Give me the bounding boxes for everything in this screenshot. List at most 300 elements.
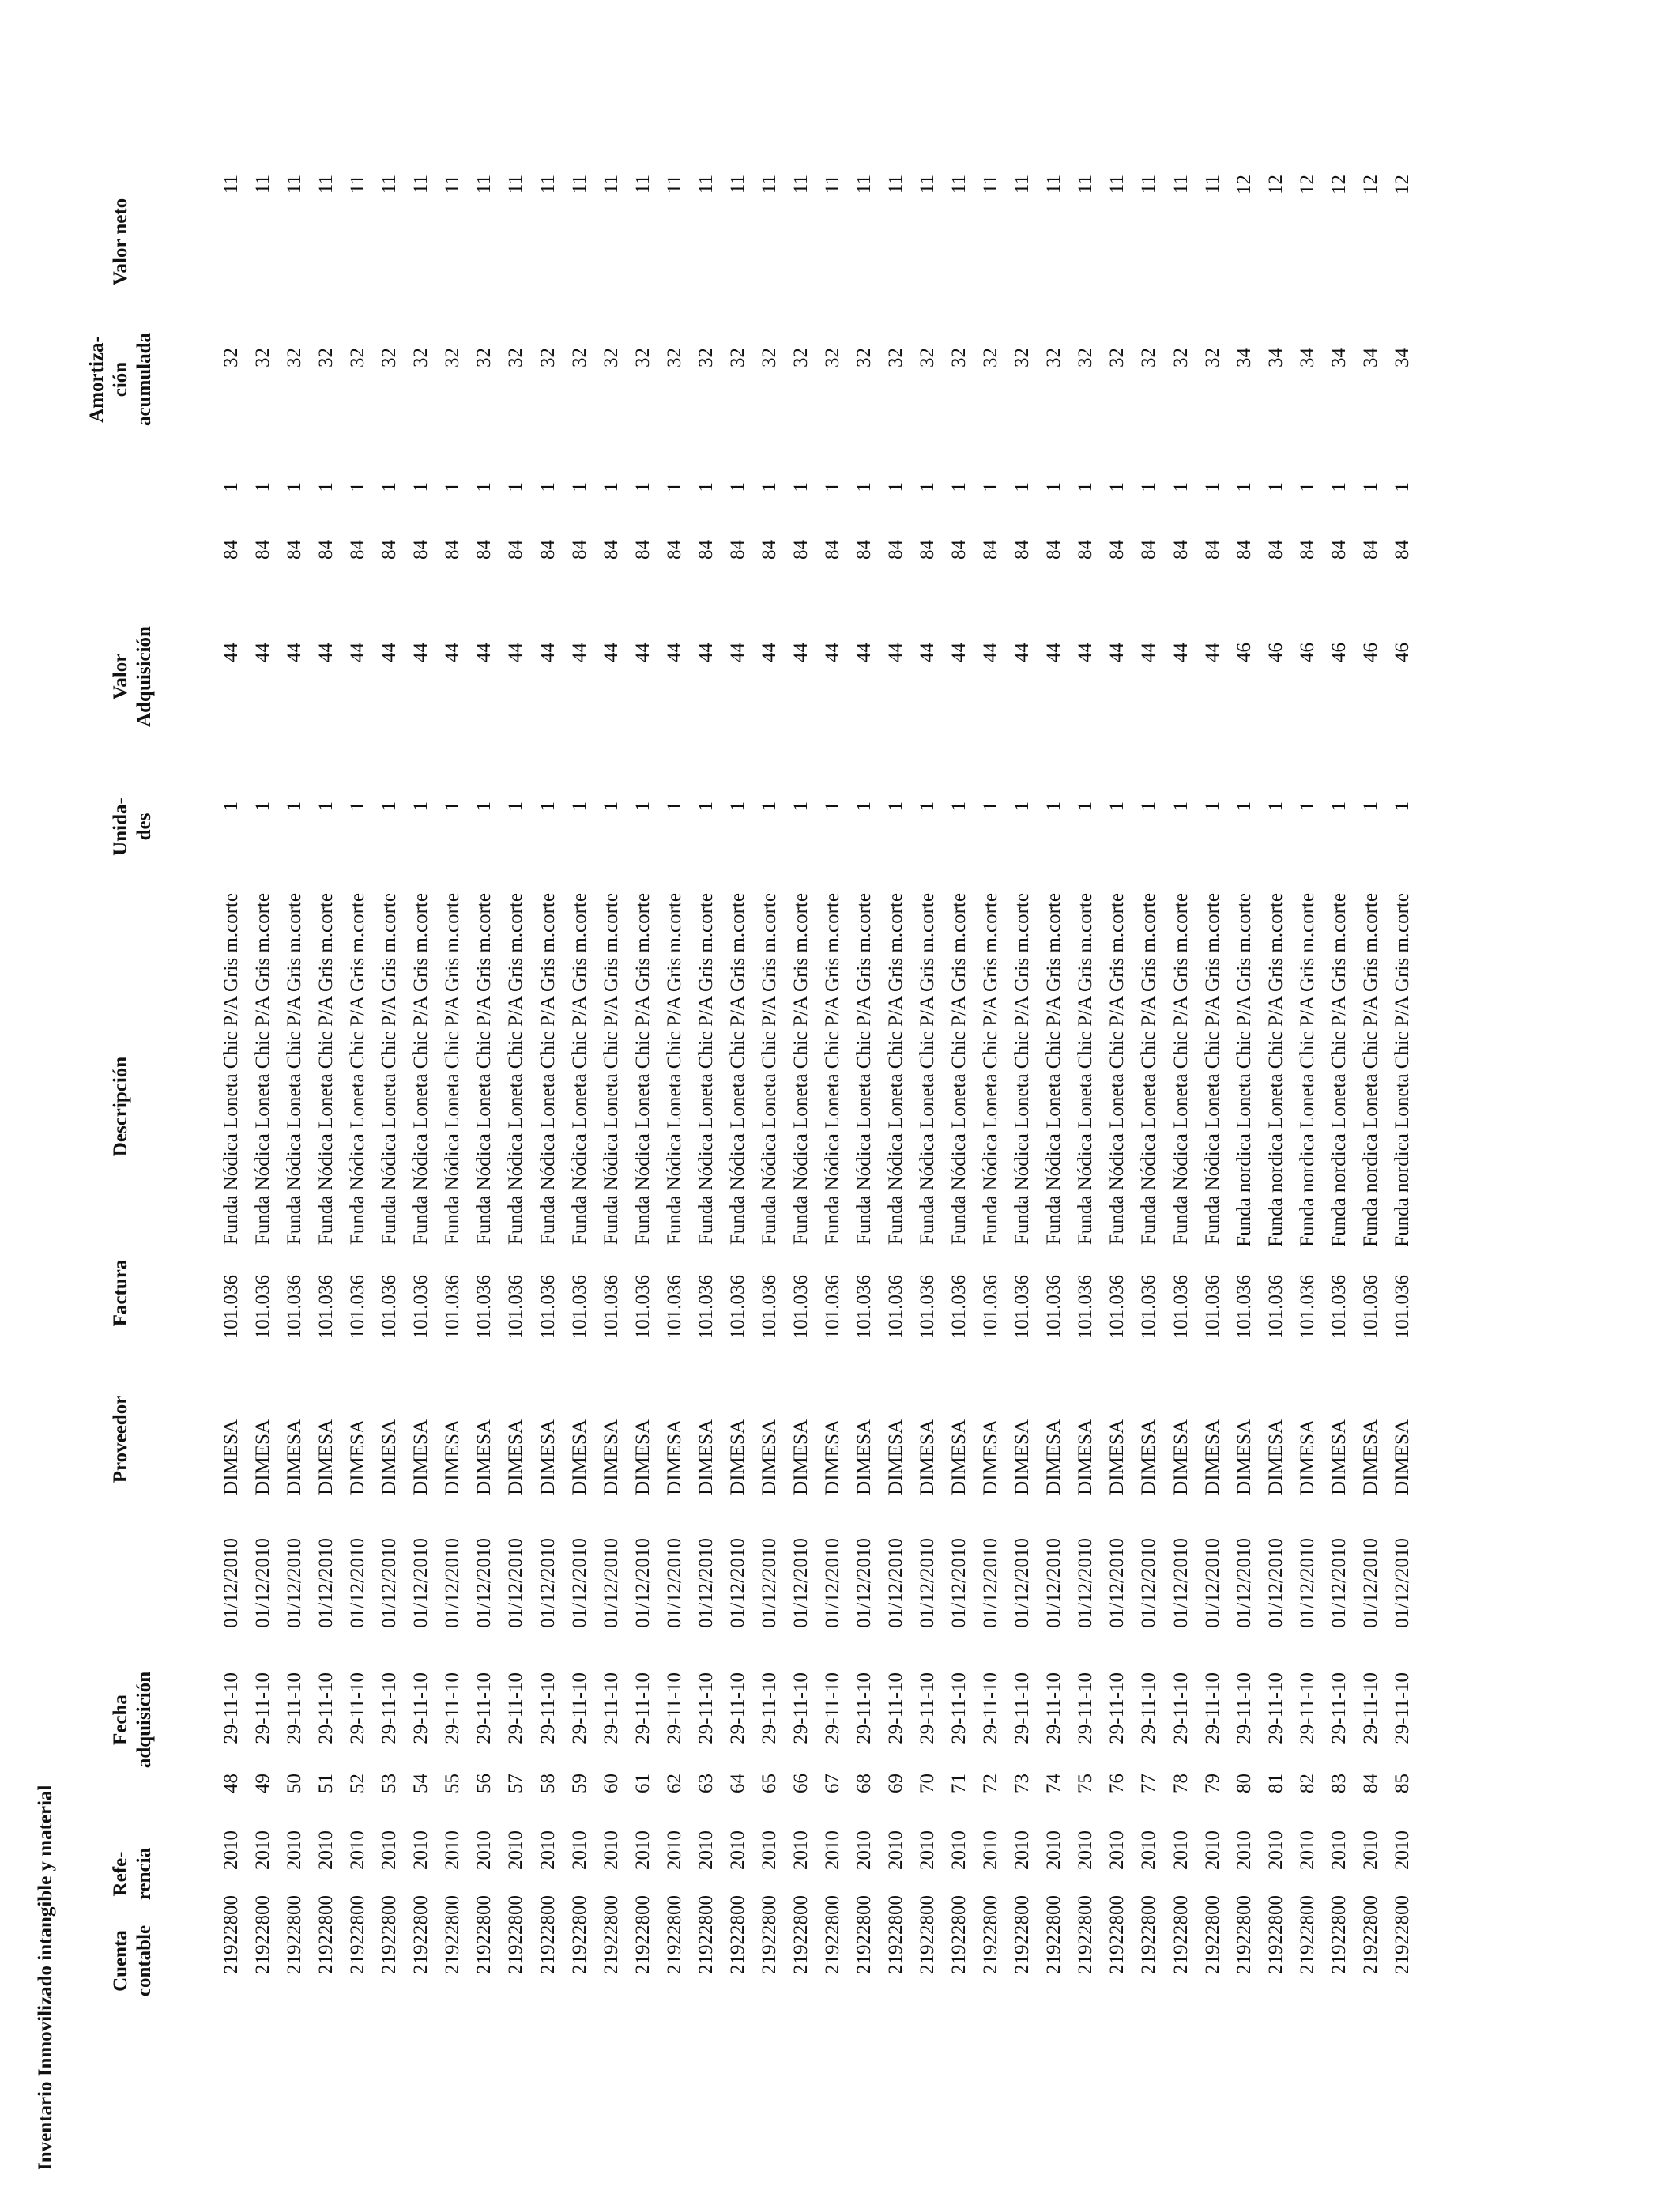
cell-neto: 11: [1138, 175, 1160, 194]
cell-valor: 44: [252, 643, 274, 662]
cell-amort: 32: [1011, 348, 1034, 368]
cell-neto: 11: [568, 175, 590, 194]
cell-descripcion: Funda Nódica Loneta Chic P/A Gris m.corte: [347, 893, 369, 1246]
cell-fecha-factura: 01/12/2010: [853, 1538, 875, 1628]
cell-pct: 84: [1106, 540, 1128, 560]
cell-unidades: 1: [505, 801, 527, 812]
cell-fecha: 29-11-10: [789, 1672, 812, 1744]
cell-ref-year: 2010: [1201, 1830, 1223, 1870]
cell-fecha: 29-11-10: [758, 1672, 780, 1744]
cell-valor: 44: [442, 643, 464, 662]
cell-descripcion: Funda nordica Loneta Chic P/A Gris m.corte: [1296, 893, 1318, 1247]
cell-proveedor: DIMESA: [948, 1419, 970, 1495]
cell-ref-year: 2010: [537, 1830, 559, 1870]
cell-unidades: 1: [1106, 801, 1128, 812]
cell-factura: 101.036: [758, 1275, 780, 1340]
cell-factura: 101.036: [1106, 1275, 1128, 1340]
cell-amort: 32: [220, 348, 242, 368]
cell-anios: 1: [505, 482, 527, 492]
cell-ref-num: 67: [821, 1774, 843, 1793]
cell-ref-year: 2010: [980, 1830, 1002, 1870]
cell-amort: 32: [473, 348, 495, 368]
cell-neto: 11: [347, 175, 369, 194]
cell-descripcion: Funda Nódica Loneta Chic P/A Gris m.corte: [758, 893, 780, 1246]
cell-pct: 84: [980, 540, 1002, 560]
cell-cuenta: 21922800: [758, 1895, 780, 1974]
cell-anios: 1: [758, 482, 780, 492]
cell-anios: 1: [315, 482, 337, 492]
cell-neto: 12: [1233, 175, 1255, 194]
cell-descripcion: Funda Nódica Loneta Chic P/A Gris m.corte: [1201, 893, 1223, 1246]
cell-cuenta: 21922800: [315, 1895, 337, 1974]
cell-cuenta: 21922800: [948, 1895, 970, 1974]
cell-amort: 34: [1233, 348, 1255, 368]
cell-fecha: 29-11-10: [568, 1672, 590, 1744]
cell-factura: 101.036: [1328, 1275, 1350, 1340]
cell-ref-num: 83: [1328, 1774, 1350, 1793]
cell-proveedor: DIMESA: [537, 1419, 559, 1495]
cell-factura: 101.036: [663, 1275, 685, 1340]
cell-descripcion: Funda Nódica Loneta Chic P/A Gris m.corte: [885, 893, 907, 1246]
cell-pct: 84: [1138, 540, 1160, 560]
cell-proveedor: DIMESA: [220, 1419, 242, 1495]
cell-anios: 1: [1391, 482, 1413, 492]
cell-cuenta: 21922800: [1075, 1895, 1097, 1974]
table-row: [1391, 0, 1419, 2194]
cell-unidades: 1: [284, 801, 306, 812]
cell-descripcion: Funda Nódica Loneta Chic P/A Gris m.corte: [980, 893, 1002, 1246]
cell-valor: 46: [1296, 643, 1318, 662]
cell-neto: 11: [789, 175, 812, 194]
cell-neto: 12: [1391, 175, 1413, 194]
cell-descripcion: Funda nordica Loneta Chic P/A Gris m.corte: [1359, 893, 1381, 1247]
cell-proveedor: DIMESA: [442, 1419, 464, 1495]
cell-ref-num: 78: [1170, 1774, 1192, 1793]
cell-proveedor: DIMESA: [1328, 1419, 1350, 1495]
cell-cuenta: 21922800: [252, 1895, 274, 1974]
cell-unidades: 1: [410, 801, 432, 812]
cell-fecha: 29-11-10: [379, 1672, 401, 1744]
cell-anios: 1: [410, 482, 432, 492]
cell-valor: 44: [1106, 643, 1128, 662]
cell-fecha: 29-11-10: [315, 1672, 337, 1744]
cell-unidades: 1: [1233, 801, 1255, 812]
cell-fecha-factura: 01/12/2010: [379, 1538, 401, 1628]
cell-fecha-factura: 01/12/2010: [1170, 1538, 1192, 1628]
cell-pct: 84: [284, 540, 306, 560]
cell-fecha: 29-11-10: [1391, 1672, 1413, 1744]
cell-fecha-factura: 01/12/2010: [1233, 1538, 1255, 1628]
cell-anios: 1: [1138, 482, 1160, 492]
cell-ref-num: 84: [1359, 1774, 1381, 1793]
column-header-factura: Factura: [110, 1259, 131, 1327]
cell-valor: 44: [885, 643, 907, 662]
cell-descripcion: Funda Nódica Loneta Chic P/A Gris m.corte: [600, 893, 622, 1246]
column-header-ref-year: Refe- rencia: [110, 1847, 155, 1901]
cell-fecha-factura: 01/12/2010: [631, 1538, 654, 1628]
table-row: [853, 0, 881, 2194]
cell-factura: 101.036: [1296, 1275, 1318, 1340]
cell-ref-year: 2010: [1296, 1830, 1318, 1870]
cell-descripcion: Funda Nódica Loneta Chic P/A Gris m.corte: [315, 893, 337, 1246]
cell-unidades: 1: [1391, 801, 1413, 812]
cell-factura: 101.036: [980, 1275, 1002, 1340]
cell-cuenta: 21922800: [789, 1895, 812, 1974]
cell-factura: 101.036: [284, 1275, 306, 1340]
cell-cuenta: 21922800: [442, 1895, 464, 1974]
cell-fecha: 29-11-10: [726, 1672, 748, 1744]
cell-proveedor: DIMESA: [1011, 1419, 1034, 1495]
cell-proveedor: DIMESA: [1233, 1419, 1255, 1495]
cell-unidades: 1: [758, 801, 780, 812]
cell-proveedor: DIMESA: [1170, 1419, 1192, 1495]
cell-valor: 44: [1201, 643, 1223, 662]
cell-fecha: 29-11-10: [1106, 1672, 1128, 1744]
cell-valor: 44: [600, 643, 622, 662]
cell-proveedor: DIMESA: [980, 1419, 1002, 1495]
cell-ref-num: 76: [1106, 1774, 1128, 1793]
cell-ref-num: 74: [1043, 1774, 1065, 1793]
column-header-neto: Valor neto: [110, 198, 131, 286]
cell-proveedor: DIMESA: [1391, 1419, 1413, 1495]
cell-neto: 11: [220, 175, 242, 194]
cell-ref-num: 58: [537, 1774, 559, 1793]
cell-ref-year: 2010: [1233, 1830, 1255, 1870]
cell-factura: 101.036: [1233, 1275, 1255, 1340]
cell-amort: 32: [726, 348, 748, 368]
cell-unidades: 1: [315, 801, 337, 812]
table-row: [947, 0, 976, 2194]
cell-ref-year: 2010: [1264, 1830, 1286, 1870]
table-row: [1296, 0, 1324, 2194]
cell-fecha-factura: 01/12/2010: [695, 1538, 717, 1628]
cell-anios: 1: [1106, 482, 1128, 492]
cell-neto: 11: [284, 175, 306, 194]
cell-neto: 11: [726, 175, 748, 194]
cell-descripcion: Funda Nódica Loneta Chic P/A Gris m.corte: [631, 893, 654, 1246]
cell-unidades: 1: [726, 801, 748, 812]
table-row: [1011, 0, 1039, 2194]
cell-amort: 32: [1201, 348, 1223, 368]
table-row: [821, 0, 849, 2194]
cell-ref-num: 73: [1011, 1774, 1034, 1793]
cell-proveedor: DIMESA: [505, 1419, 527, 1495]
cell-cuenta: 21922800: [220, 1895, 242, 1974]
table-row: [758, 0, 786, 2194]
cell-amort: 32: [568, 348, 590, 368]
cell-unidades: 1: [821, 801, 843, 812]
cell-anios: 1: [1043, 482, 1065, 492]
cell-fecha-factura: 01/12/2010: [1106, 1538, 1128, 1628]
cell-unidades: 1: [1328, 801, 1350, 812]
cell-amort: 34: [1391, 348, 1413, 368]
table-row: [1137, 0, 1166, 2194]
cell-pct: 84: [410, 540, 432, 560]
cell-anios: 1: [821, 482, 843, 492]
cell-valor: 46: [1391, 643, 1413, 662]
cell-factura: 101.036: [252, 1275, 274, 1340]
cell-amort: 32: [853, 348, 875, 368]
cell-cuenta: 21922800: [379, 1895, 401, 1974]
cell-anios: 1: [1011, 482, 1034, 492]
cell-pct: 84: [1043, 540, 1065, 560]
cell-factura: 101.036: [568, 1275, 590, 1340]
table-row: [568, 0, 597, 2194]
cell-fecha: 29-11-10: [917, 1672, 939, 1744]
table-row: [884, 0, 913, 2194]
cell-neto: 11: [442, 175, 464, 194]
cell-pct: 84: [473, 540, 495, 560]
cell-valor: 44: [220, 643, 242, 662]
cell-fecha-factura: 01/12/2010: [789, 1538, 812, 1628]
cell-descripcion: Funda nordica Loneta Chic P/A Gris m.corte: [1264, 893, 1286, 1247]
cell-cuenta: 21922800: [1201, 1895, 1223, 1974]
cell-fecha: 29-11-10: [631, 1672, 654, 1744]
cell-valor: 44: [631, 643, 654, 662]
table-row: [1042, 0, 1071, 2194]
cell-proveedor: DIMESA: [410, 1419, 432, 1495]
cell-descripcion: Funda Nódica Loneta Chic P/A Gris m.corte: [1138, 893, 1160, 1246]
cell-factura: 101.036: [1201, 1275, 1223, 1340]
cell-anios: 1: [1328, 482, 1350, 492]
cell-descripcion: Funda Nódica Loneta Chic P/A Gris m.corte: [1011, 893, 1034, 1246]
cell-neto: 12: [1328, 175, 1350, 194]
cell-neto: 11: [410, 175, 432, 194]
cell-valor: 44: [1043, 643, 1065, 662]
cell-neto: 11: [252, 175, 274, 194]
cell-unidades: 1: [917, 801, 939, 812]
cell-neto: 11: [379, 175, 401, 194]
cell-descripcion: Funda nordica Loneta Chic P/A Gris m.corte: [1328, 893, 1350, 1247]
cell-unidades: 1: [1359, 801, 1381, 812]
cell-unidades: 1: [1138, 801, 1160, 812]
cell-amort: 32: [1170, 348, 1192, 368]
cell-proveedor: DIMESA: [1264, 1419, 1286, 1495]
cell-anios: 1: [537, 482, 559, 492]
cell-ref-num: 50: [284, 1774, 306, 1793]
cell-valor: 44: [663, 643, 685, 662]
cell-unidades: 1: [537, 801, 559, 812]
cell-unidades: 1: [1264, 801, 1286, 812]
cell-valor: 44: [917, 643, 939, 662]
cell-ref-num: 75: [1075, 1774, 1097, 1793]
cell-fecha-factura: 01/12/2010: [1043, 1538, 1065, 1628]
table-row: [695, 0, 723, 2194]
cell-neto: 11: [600, 175, 622, 194]
cell-fecha-factura: 01/12/2010: [537, 1538, 559, 1628]
cell-cuenta: 21922800: [537, 1895, 559, 1974]
cell-descripcion: Funda Nódica Loneta Chic P/A Gris m.corte: [252, 893, 274, 1246]
cell-pct: 84: [600, 540, 622, 560]
cell-fecha-factura: 01/12/2010: [1201, 1538, 1223, 1628]
table-row: [1201, 0, 1230, 2194]
cell-proveedor: DIMESA: [252, 1419, 274, 1495]
cell-pct: 84: [853, 540, 875, 560]
cell-descripcion: Funda Nódica Loneta Chic P/A Gris m.corte: [568, 893, 590, 1246]
cell-neto: 11: [821, 175, 843, 194]
cell-factura: 101.036: [1138, 1275, 1160, 1340]
cell-ref-year: 2010: [568, 1830, 590, 1870]
cell-fecha-factura: 01/12/2010: [758, 1538, 780, 1628]
cell-cuenta: 21922800: [980, 1895, 1002, 1974]
table-row: [1264, 0, 1293, 2194]
cell-neto: 11: [885, 175, 907, 194]
cell-fecha: 29-11-10: [410, 1672, 432, 1744]
cell-descripcion: Funda Nódica Loneta Chic P/A Gris m.corte: [410, 893, 432, 1246]
cell-valor: 44: [473, 643, 495, 662]
cell-amort: 32: [980, 348, 1002, 368]
cell-ref-num: 49: [252, 1774, 274, 1793]
cell-neto: 11: [505, 175, 527, 194]
cell-anios: 1: [663, 482, 685, 492]
cell-valor: 44: [948, 643, 970, 662]
cell-fecha-factura: 01/12/2010: [284, 1538, 306, 1628]
cell-amort: 34: [1328, 348, 1350, 368]
cell-valor: 44: [1138, 643, 1160, 662]
cell-anios: 1: [853, 482, 875, 492]
cell-amort: 34: [1296, 348, 1318, 368]
cell-unidades: 1: [1170, 801, 1192, 812]
cell-fecha-factura: 01/12/2010: [1296, 1538, 1318, 1628]
cell-factura: 101.036: [1075, 1275, 1097, 1340]
cell-anios: 1: [885, 482, 907, 492]
cell-ref-num: 48: [220, 1774, 242, 1793]
cell-valor: 44: [505, 643, 527, 662]
cell-valor: 44: [1170, 643, 1192, 662]
cell-ref-num: 52: [347, 1774, 369, 1793]
cell-cuenta: 21922800: [1170, 1895, 1192, 1974]
cell-neto: 11: [980, 175, 1002, 194]
cell-cuenta: 21922800: [663, 1895, 685, 1974]
cell-cuenta: 21922800: [1264, 1895, 1286, 1974]
cell-pct: 84: [1170, 540, 1192, 560]
cell-descripcion: Funda Nódica Loneta Chic P/A Gris m.corte: [917, 893, 939, 1246]
cell-descripcion: Funda Nódica Loneta Chic P/A Gris m.corte: [379, 893, 401, 1246]
cell-fecha-factura: 01/12/2010: [252, 1538, 274, 1628]
table-row: [473, 0, 501, 2194]
cell-fecha-factura: 01/12/2010: [410, 1538, 432, 1628]
cell-ref-num: 57: [505, 1774, 527, 1793]
cell-unidades: 1: [853, 801, 875, 812]
cell-neto: 11: [537, 175, 559, 194]
cell-factura: 101.036: [1391, 1275, 1413, 1340]
cell-amort: 32: [789, 348, 812, 368]
cell-unidades: 1: [568, 801, 590, 812]
cell-ref-num: 70: [917, 1774, 939, 1793]
cell-ref-year: 2010: [379, 1830, 401, 1870]
cell-cuenta: 21922800: [885, 1895, 907, 1974]
table-row: [600, 0, 628, 2194]
cell-amort: 32: [347, 348, 369, 368]
cell-unidades: 1: [885, 801, 907, 812]
cell-fecha-factura: 01/12/2010: [885, 1538, 907, 1628]
table-row: [1359, 0, 1388, 2194]
cell-descripcion: Funda Nódica Loneta Chic P/A Gris m.corte: [789, 893, 812, 1246]
cell-ref-year: 2010: [347, 1830, 369, 1870]
cell-neto: 12: [1296, 175, 1318, 194]
cell-fecha: 29-11-10: [537, 1672, 559, 1744]
cell-neto: 11: [1106, 175, 1128, 194]
cell-fecha: 29-11-10: [442, 1672, 464, 1744]
cell-descripcion: Funda Nódica Loneta Chic P/A Gris m.corte: [442, 893, 464, 1246]
cell-amort: 32: [1043, 348, 1065, 368]
cell-anios: 1: [284, 482, 306, 492]
cell-neto: 11: [663, 175, 685, 194]
cell-proveedor: DIMESA: [758, 1419, 780, 1495]
table-row: [441, 0, 469, 2194]
cell-valor: 44: [568, 643, 590, 662]
table-row: [1170, 0, 1198, 2194]
table-row: [504, 0, 533, 2194]
cell-fecha: 29-11-10: [663, 1672, 685, 1744]
cell-ref-num: 54: [410, 1774, 432, 1793]
cell-unidades: 1: [980, 801, 1002, 812]
cell-factura: 101.036: [695, 1275, 717, 1340]
cell-pct: 84: [505, 540, 527, 560]
cell-valor: 46: [1264, 643, 1286, 662]
table-row: [220, 0, 248, 2194]
cell-descripcion: Funda Nódica Loneta Chic P/A Gris m.corte: [1043, 893, 1065, 1246]
cell-anios: 1: [980, 482, 1002, 492]
cell-pct: 84: [1264, 540, 1286, 560]
cell-factura: 101.036: [1170, 1275, 1192, 1340]
cell-cuenta: 21922800: [853, 1895, 875, 1974]
cell-neto: 11: [1170, 175, 1192, 194]
cell-factura: 101.036: [220, 1275, 242, 1340]
cell-fecha-factura: 01/12/2010: [220, 1538, 242, 1628]
cell-valor: 44: [315, 643, 337, 662]
cell-proveedor: DIMESA: [726, 1419, 748, 1495]
cell-fecha: 29-11-10: [821, 1672, 843, 1744]
cell-amort: 32: [1106, 348, 1128, 368]
cell-pct: 84: [1233, 540, 1255, 560]
table-row: [979, 0, 1008, 2194]
cell-fecha: 29-11-10: [600, 1672, 622, 1744]
cell-fecha: 29-11-10: [252, 1672, 274, 1744]
cell-amort: 34: [1359, 348, 1381, 368]
table-row: [537, 0, 565, 2194]
cell-ref-year: 2010: [1170, 1830, 1192, 1870]
cell-ref-year: 2010: [473, 1830, 495, 1870]
cell-valor: 44: [1075, 643, 1097, 662]
cell-pct: 84: [1391, 540, 1413, 560]
cell-cuenta: 21922800: [1011, 1895, 1034, 1974]
column-header-cuenta: Cuenta contable: [110, 1924, 155, 1997]
cell-fecha: 29-11-10: [220, 1672, 242, 1744]
cell-amort: 32: [505, 348, 527, 368]
cell-valor: 44: [537, 643, 559, 662]
cell-amort: 32: [442, 348, 464, 368]
cell-descripcion: Funda Nódica Loneta Chic P/A Gris m.corte: [663, 893, 685, 1246]
cell-neto: 12: [1359, 175, 1381, 194]
cell-anios: 1: [1296, 482, 1318, 492]
cell-anios: 1: [1233, 482, 1255, 492]
table-row: [1074, 0, 1102, 2194]
cell-factura: 101.036: [789, 1275, 812, 1340]
cell-proveedor: DIMESA: [695, 1419, 717, 1495]
cell-pct: 84: [442, 540, 464, 560]
cell-unidades: 1: [220, 801, 242, 812]
cell-neto: 11: [1075, 175, 1097, 194]
cell-ref-num: 66: [789, 1774, 812, 1793]
cell-ref-year: 2010: [821, 1830, 843, 1870]
cell-pct: 84: [695, 540, 717, 560]
cell-ref-year: 2010: [252, 1830, 274, 1870]
cell-ref-num: 64: [726, 1774, 748, 1793]
cell-valor: 46: [1233, 643, 1255, 662]
cell-amort: 32: [1075, 348, 1097, 368]
cell-unidades: 1: [695, 801, 717, 812]
